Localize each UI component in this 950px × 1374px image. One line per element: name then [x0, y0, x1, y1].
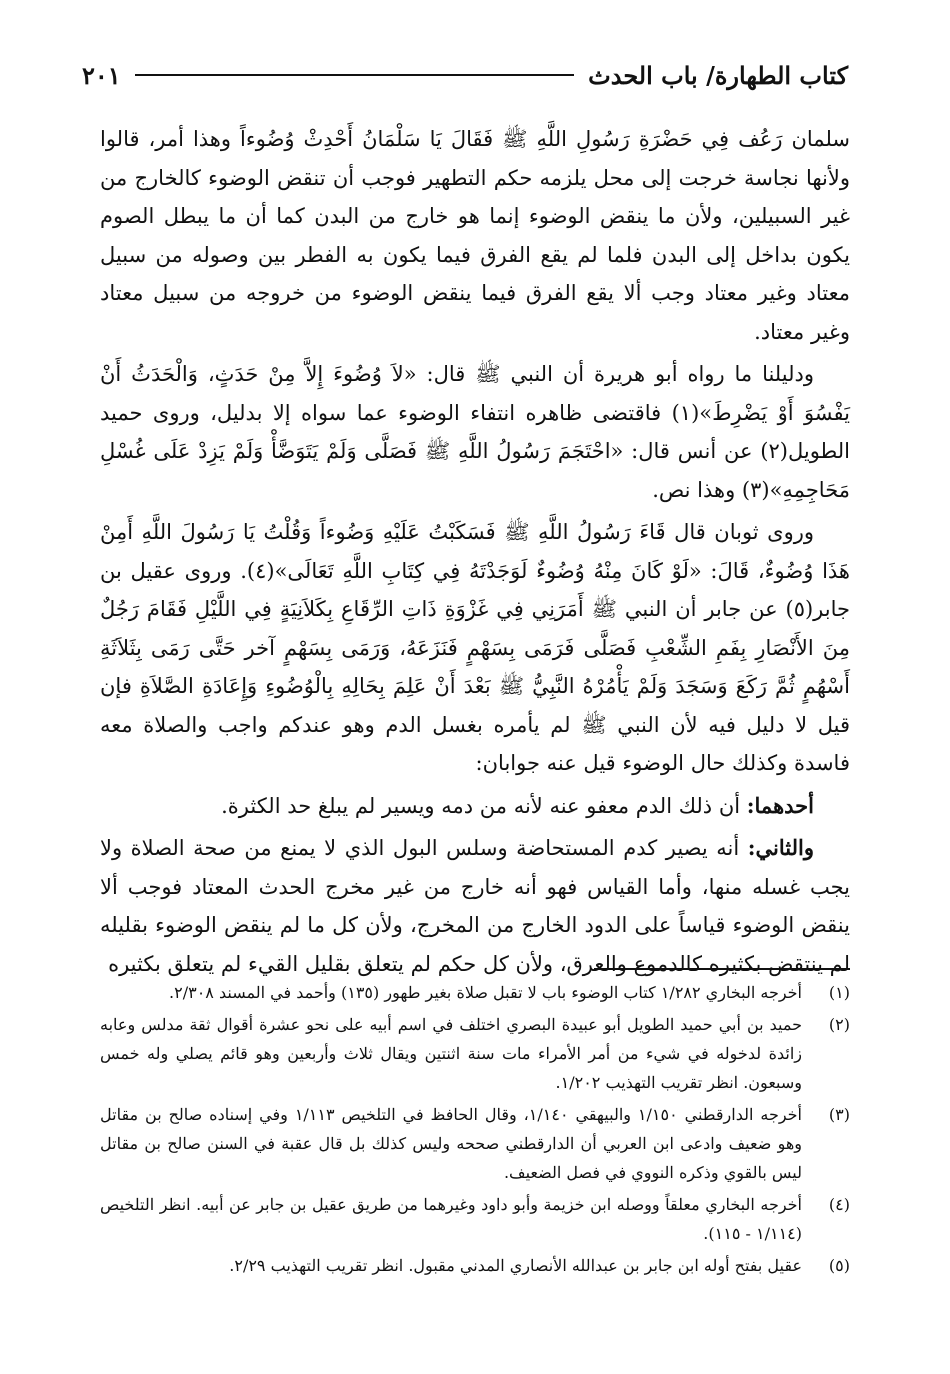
- paragraph-2: ودليلنا ما رواه أبو هريرة أن النبي ﷺ قال: «لاَ وُضُوءَ إِلاَّ مِنْ حَدَثٍ، وَالْحَدَثُ أَنْ يَفْسُوَ أَوْ يَضْرِطَ»(١) فاقتضى ظاهره انتفاء الوضوء عما سواه إلا بدليل، وروى حميد الطويل(٢) عن أنس قال: «احْتَجَمَ رَسُولُ اللَّهِ ﷺ فَصَلَّى وَلَمْ يَتَوَضَّأْ وَلَمْ يَزِدْ عَلَى غُسْلِ مَحَاجِمِهِ»(٣) وهذا نص.: [100, 362, 850, 502]
- footnote-number: (١): [828, 983, 850, 1002]
- footnote: [100, 1251, 850, 1280]
- page-number: ٢٠١: [82, 60, 121, 90]
- footnote-number: (٢): [828, 1015, 850, 1034]
- footnote-text: أخرجه الدارقطني ١/١٥٠ والبيهقي ١/١٤٠، وقال الحافظ في التلخيص ١/١١٣ وفي إسناده صالح بن مقاتل وهو ضعيف وادعى ابن العربي أن الدارقطني صححه وليس كذلك بل قال عقبة في السنن صالح بن مقاتل ليس بالقوي وذكره النووي في فصل الضعيف.: [100, 1105, 802, 1182]
- footnote-text: حميد بن أبي حميد الطويل أبو عبيدة البصري اختلف في اسم أبيه على نحو عشرة أقوال ثقة مدلس وعابه زائدة لدخوله في شيء من أمر الأمراء مات سنة اثنتين ويقال ثلاث وأربعين وهو قائم يصلي وله خمس وسبعون. انظر تقريب التهذيب ١/٢٠٢.: [100, 1015, 803, 1092]
- first-answer: [100, 787, 850, 826]
- footnote-number: (٣): [828, 1105, 850, 1124]
- paragraph-1: سلمان رَعُف فِي حَضْرَةِ رَسُولِ اللَّهِ ﷺ فَقَالَ يَا سَلْمَانُ أَحْدِثْ وُضُوءاً وهذا أمر، قالوا ولأنها نجاسة خرجت إلى محل يلزمه حكم التطهير فوجب أن تنقض الوضوء كالخارج من غير السبيلين، ولأن ما ينقض الوضوء إنما هو خارج من البدن كما أن ما يبطل الصوم يكون بداخل إلى البدن فلما لم يقع الفرق فيما يكون به الفطر بين وصوله من سبيل معتاد وغير معتاد وجب ألا يقع الفرق فيما ينقض الوضوء من خروجه من سبيل معتاد وغير معتاد.: [100, 127, 850, 344]
- footnote-separator: [594, 968, 850, 970]
- footnotes: [100, 978, 850, 1283]
- footnote-text: أخرجه البخاري ١/٢٨٢ كتاب الوضوء باب لا تقبل صلاة بغير طهور (١٣٥) وأحمد في المسند ٢/٣٠٨.: [169, 983, 802, 1002]
- footnote: [100, 1100, 850, 1187]
- first-answer-text: أن ذلك الدم معفو عنه لأنه من دمه ويسير لم يبلغ حد الكثرة.: [221, 793, 741, 818]
- second-answer: [100, 829, 850, 983]
- main-text: [100, 120, 850, 987]
- footnote-number: (٤): [828, 1195, 850, 1214]
- footnote: [100, 1010, 850, 1097]
- header-rule: [135, 74, 574, 76]
- footnote: [100, 978, 850, 1007]
- footnote-text: أخرجه البخاري معلقاً ووصله ابن خزيمة وأبو داود وغيرهما من طريق عقيل بن جابر عن أبيه. انظر التلخيص (١/١١٤ - ١١٥).: [100, 1195, 802, 1243]
- running-header: [82, 58, 848, 92]
- footnote-number: (٥): [828, 1256, 850, 1275]
- paragraph-3: وروى ثوبان قال قَاءَ رَسُولُ اللَّهِ ﷺ فَسَكَبْتُ عَلَيْهِ وَضُوءاً وَقُلْتُ يَا رَسُولَ اللَّهِ أَمِنْ هَذَا وُضُوءٌ، قَالَ: «لَوْ كَانَ مِنْهُ وُضُوءٌ لَوَجَدْتَهُ فِي كِتَابِ اللَّهِ تَعَالَى»(٤). وروى عقيل بن جابر(٥) عن جابر أن النبي ﷺ أَمَرَنِي فِي غَزْوَةِ ذَاتِ الرِّقَاعِ بِكَلاَنِيَةٍ فِي اللَّيْلِ فَقَامَ رَجُلٌ مِنَ الأَنْصَارِ بِفَمِ الشِّعْبِ فَصَلَّى فَرَمَى بِسَهْمٍ فَنَزَعَهُ، وَرَمَى بِسَهْمٍ آخر حَتَّى رَمَى بِثَلاَثَةِ أَسْهُمٍ ثُمَّ رَكَعَ وَسَجَدَ وَلَمْ يَأْمُرْهُ النَّبِيُّ ﷺ بَعْدَ أَنْ عَلِمَ بِحَالِهِ بِالْوُضُوءِ وَإِعَادَةِ الصَّلاَةِ فإن قيل لا دليل فيه لأن النبي ﷺ لم يأمره بغسل الدم وهو عندكم واجب والصلاة معه فاسدة وكذلك حال الوضوء قيل عنه جوابان:: [100, 520, 850, 775]
- footnote: [100, 1190, 850, 1248]
- footnote-text: عقيل بفتح أوله ابن جابر بن عبدالله الأنصاري المدني مقبول. انظر تقريب التهذيب ٢/٢٩.: [229, 1256, 802, 1275]
- second-answer-text: أنه يصير كدم المستحاضة وسلس البول الذي لا يمنع من صحة الصلاة ولا يجب غسله منها، وأما القياس فهو أنه خارج من غير مخرج الحدث المعتاد فوجب ألا ينقض الوضوء قياساً على الدود الخارج من المخرج، ولأن كل ما لم ينقض الوضوء بقليله لم ينتقض بكثيره كالدموع والعرق، ولأن كل حكم لم يتعلق بقليل القيء لم يتعلق بكثيره: [100, 836, 850, 976]
- second-answer-label: والثاني:: [747, 835, 814, 860]
- chapter-title: كتاب الطهارة/ باب الحدث: [588, 60, 848, 90]
- first-answer-label: أحدهما:: [746, 792, 814, 818]
